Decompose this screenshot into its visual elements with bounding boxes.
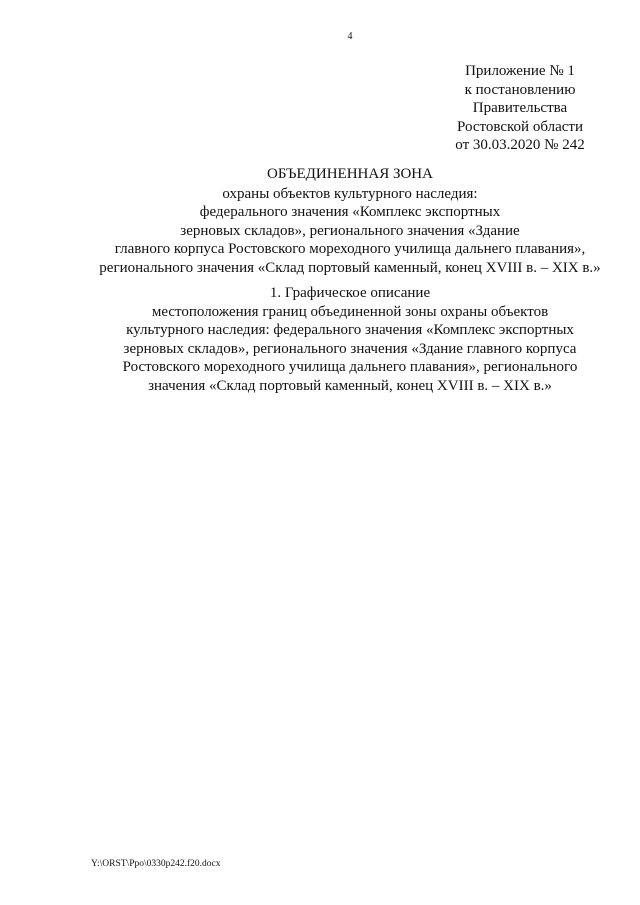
title-line: зерновых складов», регионального значения «Здание [180,222,520,239]
section-line: зерновых складов», регионального значения «Здание главного корпуса [123,340,577,357]
title-line: охраны объектов культурного наследия: [222,185,478,202]
page-number: 4 [347,31,353,42]
section-line: Ростовского мореходного училища дальнего плавания», регионального [122,359,578,375]
footer-file-path: Y:\ORST\Ppo\0330p242.f20.docx [91,859,221,869]
appendix-line: Правительства [472,100,568,116]
section-line: культурного наследия: федерального значения «Комплекс экспортных [126,322,574,338]
section-line: значения «Склад портовый каменный, конец XVIII в. – XIX в.» [148,377,552,394]
section-heading: 1. Графическое описание [269,285,431,301]
appendix-line: Приложение № 1 [465,63,575,79]
title-line: регионального значения «Склад портовый каменный, конец XVIII в. – XIX в.» [99,259,601,276]
appendix-line: к постановлению [464,81,576,98]
title-line: федерального значения «Комплекс экспортных [199,204,501,220]
section-graphic-description [0,284,640,395]
document-title [0,165,640,277]
appendix-line: Ростовской области [457,118,583,135]
section-line: местоположения границ объединенной зоны охраны объектов [151,303,549,320]
title-line: главного корпуса Ростовского мореходного училища дальнего плавания», [114,241,586,257]
appendix-reference [440,62,600,155]
title-heading: ОБЪЕДИНЕННАЯ ЗОНА [267,166,433,182]
appendix-line: от 30.03.2020 № 242 [455,137,585,153]
